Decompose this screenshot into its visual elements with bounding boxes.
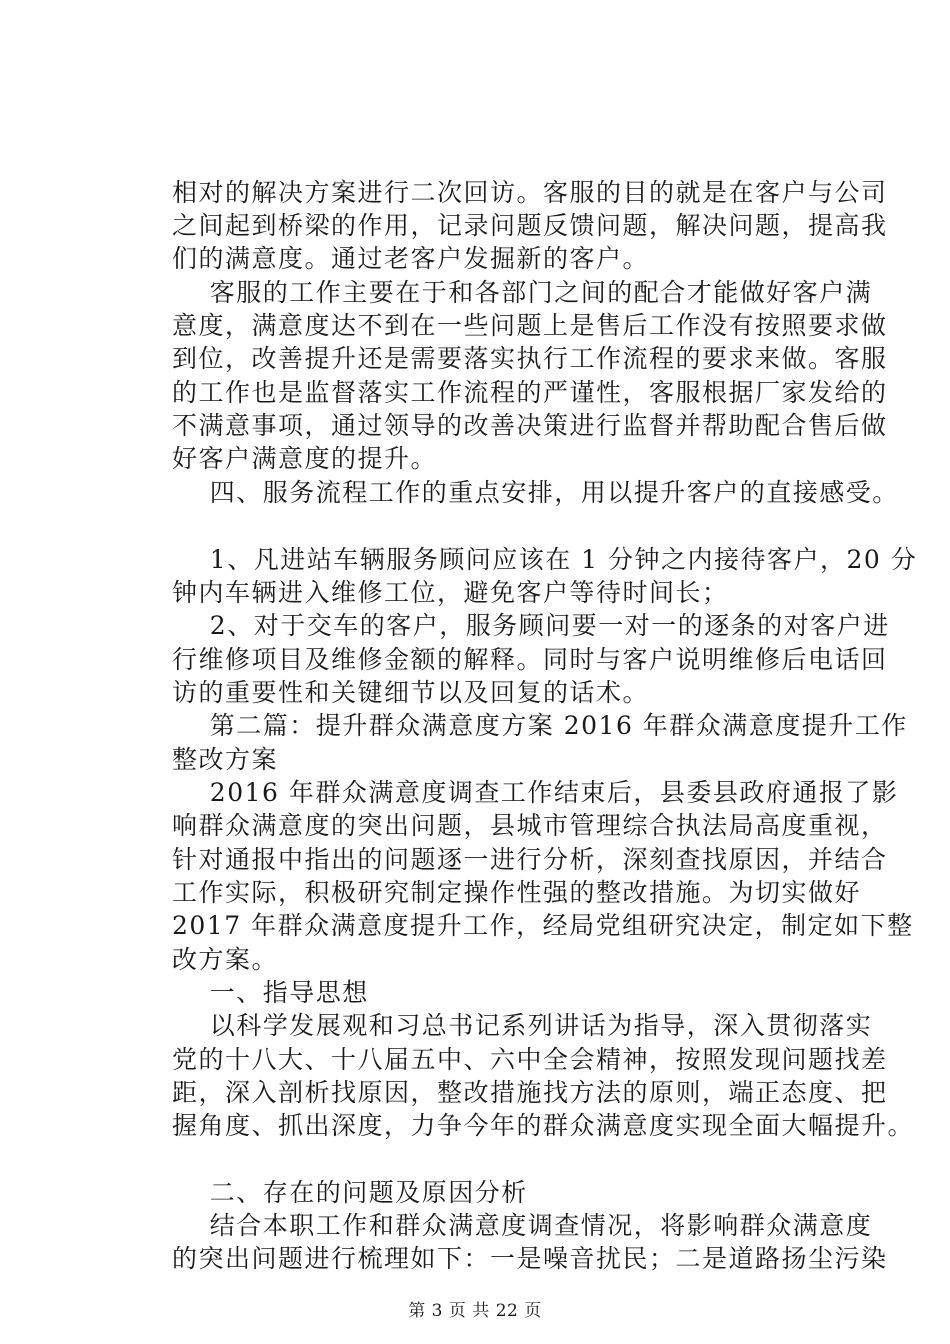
text-line: 工作实际，积极研究制定操作性强的整改措施。为切实做好 (172, 878, 862, 907)
text-line: 好客户满意度的提升。 (172, 444, 438, 473)
text-line: 2017 年群众满意度提升工作，经局党组研究决定，制定如下整 (172, 911, 914, 940)
text-line: 针对通报中指出的问题逐一进行分析，深刻查找原因，并结合 (172, 845, 888, 874)
text-line: 不满意事项，通过领导的改善决策进行监督并帮助配合售后做 (172, 411, 888, 440)
section-heading: 整改方案 (172, 745, 279, 774)
text-line: 客服的工作主要在于和各部门之间的配合才能做好客户满 (172, 278, 873, 307)
text-line: 响群众满意度的突出问题，县城市管理综合执法局高度重视， (172, 811, 888, 840)
section-heading: 二、存在的问题及原因分析 (172, 1178, 528, 1207)
text-line: 改方案。 (172, 945, 279, 974)
text-line: 握角度、抓出深度，力争今年的群众满意度实现全面大幅提升。 (172, 1111, 915, 1140)
page-footer: 第 3 页 共 22 页 (408, 1301, 542, 1321)
text-line: 的突出问题进行梳理如下：一是噪音扰民；二是道路扬尘污染 (172, 1244, 888, 1273)
text-line: 们的满意度。通过老客户发掘新的客户。 (172, 244, 650, 273)
text-line: 行维修项目及维修金额的解释。同时与客户说明维修后电话回 (172, 645, 888, 674)
text-line: 1、凡进站车辆服务顾问应该在 1 分钟之内接待客户，20 分 (172, 545, 918, 574)
text-line: 以科学发展观和习总书记系列讲话为指导，深入贯彻落实 (172, 1011, 873, 1040)
text-line: 意度，满意度达不到在一些问题上是售后工作没有按照要求做 (172, 311, 888, 340)
text-line: 相对的解决方案进行二次回访。客服的目的就是在客户与公司 (172, 178, 888, 207)
text-line: 党的十八大、十八届五中、六中全会精神，按照发现问题找差 (172, 1045, 888, 1074)
text-line: 访的重要性和关键细节以及回复的话术。 (172, 678, 650, 707)
text-line: 2、对于交车的客户，服务顾问要一对一的逐条的对客户进 (172, 611, 890, 640)
section-heading: 第二篇：提升群众满意度方案 2016 年群众满意度提升工作 (172, 711, 908, 740)
text-line: 之间起到桥梁的作用，记录问题反馈问题，解决问题，提高我 (172, 211, 888, 240)
text-line: 到位，改善提升还是需要落实执行工作流程的要求来做。客服 (172, 344, 888, 373)
text-line: 的工作也是监督落实工作流程的严谨性，客服根据厂家发给的 (172, 378, 888, 407)
text-line: 结合本职工作和群众满意度调查情况，将影响群众满意度 (172, 1211, 873, 1240)
text-line: 钟内车辆进入维修工位，避免客户等待时间长； (172, 578, 729, 607)
text-line: 2016 年群众满意度调查工作结束后，县委县政府通报了影 (172, 778, 899, 807)
text-line: 距，深入剖析找原因，整改措施找方法的原则，端正态度、把 (172, 1078, 888, 1107)
section-heading: 一、指导思想 (172, 978, 369, 1007)
text-line: 四、服务流程工作的重点安排，用以提升客户的直接感受。 (172, 478, 899, 507)
